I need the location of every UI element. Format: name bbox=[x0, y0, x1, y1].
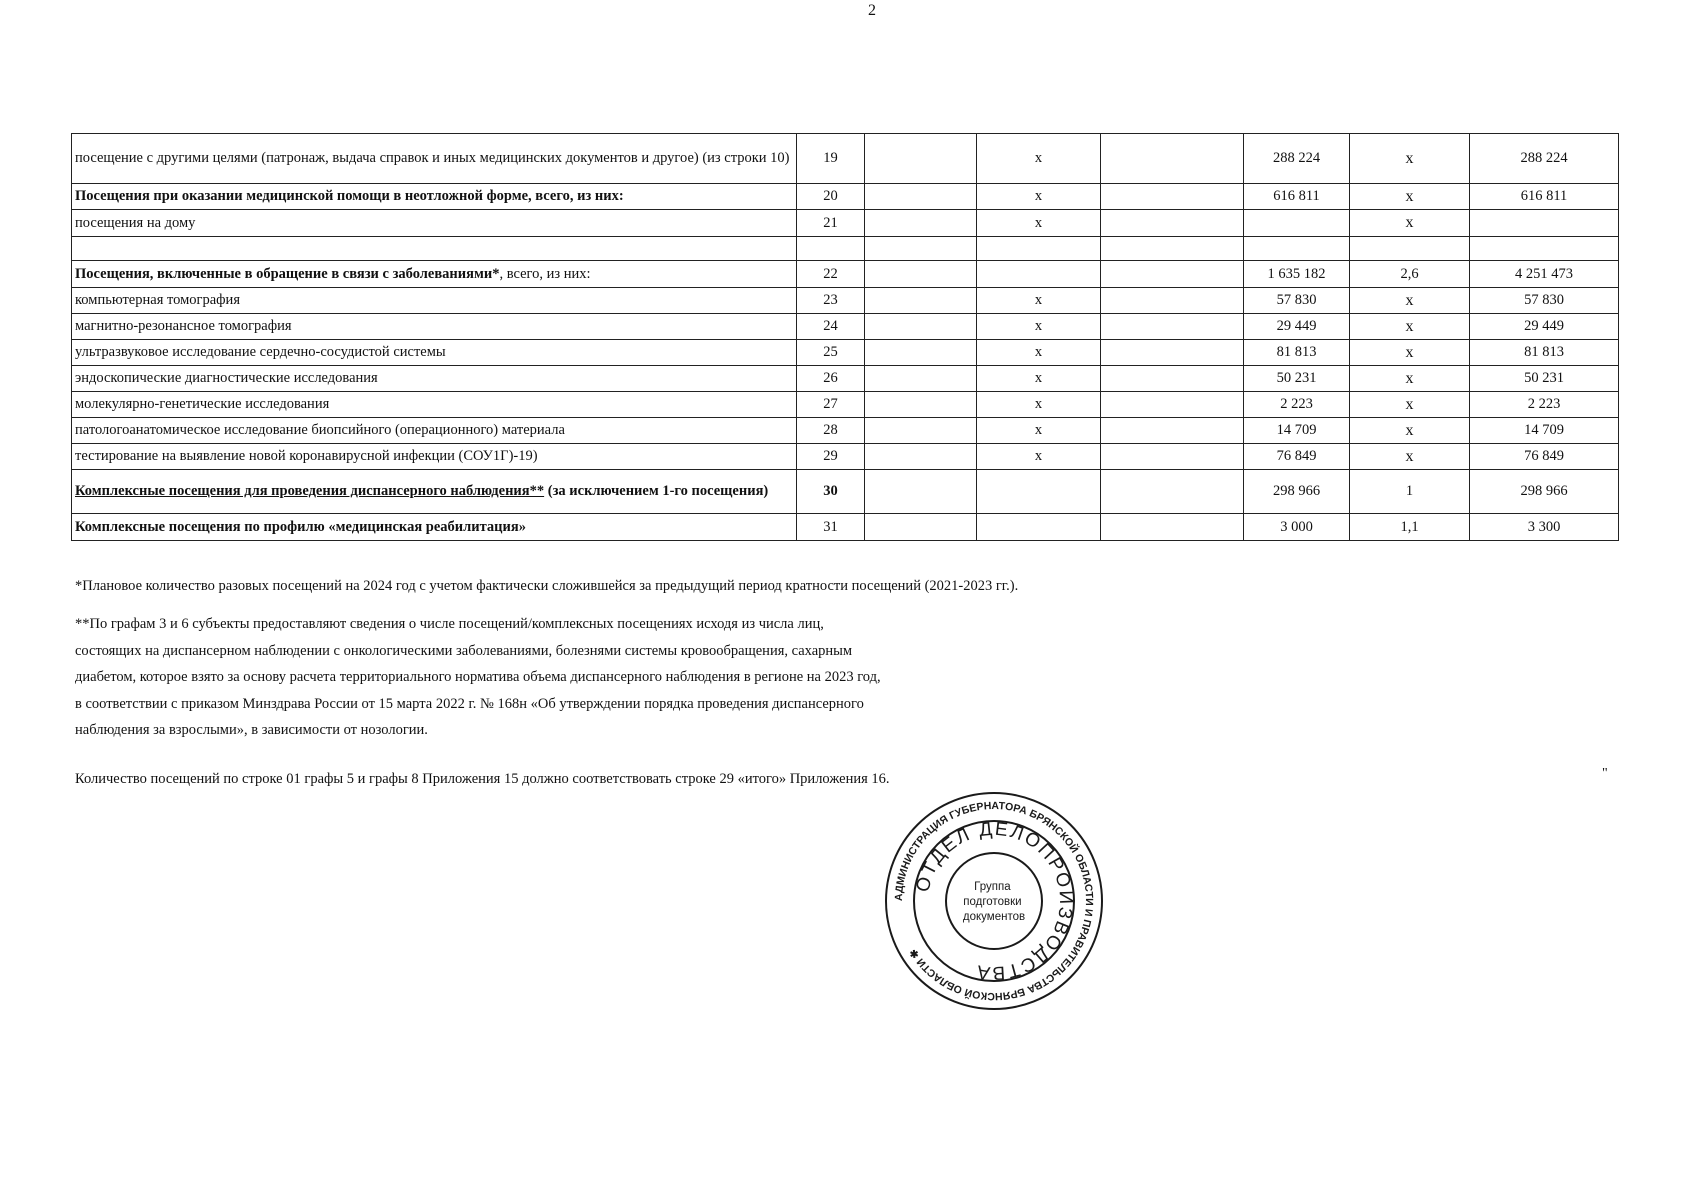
cell-col4: x bbox=[977, 340, 1101, 366]
cell-col8 bbox=[1470, 210, 1619, 237]
row-number: 29 bbox=[797, 444, 865, 470]
table-row bbox=[72, 237, 1619, 261]
footnote-2-line: **По графам 3 и 6 субъекты предоставляют сведения о числе посещений/комплексных посещениях исходя из числа лиц, bbox=[75, 616, 824, 632]
cell-col8: 2 223 bbox=[1470, 392, 1619, 418]
cell-col5 bbox=[1101, 237, 1244, 261]
cell-col6: 29 449 bbox=[1244, 314, 1350, 340]
cell-col5 bbox=[1101, 314, 1244, 340]
cell-col3 bbox=[865, 184, 977, 210]
row-number bbox=[797, 237, 865, 261]
cell-col3 bbox=[865, 261, 977, 288]
row-number: 19 bbox=[797, 134, 865, 184]
cell-col4 bbox=[977, 470, 1101, 514]
table-row bbox=[72, 340, 1619, 366]
cell-col8: 298 966 bbox=[1470, 470, 1619, 514]
cell-col3 bbox=[865, 134, 977, 184]
cell-col3 bbox=[865, 210, 977, 237]
cell-col5 bbox=[1101, 514, 1244, 541]
cell-col7: 1 bbox=[1350, 470, 1470, 514]
cell-col3 bbox=[865, 340, 977, 366]
cell-col4: x bbox=[977, 366, 1101, 392]
footnote-1: *Плановое количество разовых посещений на 2024 год с учетом фактически сложившейся за предыдущий период кратности посещений (2021-2023 гг.). bbox=[75, 578, 1019, 594]
footnote-2-line: диабетом, которое взято за основу расчета территориального норматива объема диспансерного наблюдения в регионе на 2023 год, bbox=[75, 669, 881, 685]
cell-col7: 1,1 bbox=[1350, 514, 1470, 541]
row-number: 26 bbox=[797, 366, 865, 392]
row-name: магнитно-резонансное томография bbox=[72, 314, 797, 340]
cell-col6: 3 000 bbox=[1244, 514, 1350, 541]
quote-mark: " bbox=[1602, 766, 1608, 781]
footnote-2-line: в соответствии с приказом Минздрава России от 15 марта 2022 г. № 168н «Об утверждении порядка проведения диспансерного bbox=[75, 695, 864, 712]
cell-col5 bbox=[1101, 340, 1244, 366]
cell-col6: 1 635 182 bbox=[1244, 261, 1350, 288]
cell-col4 bbox=[977, 237, 1101, 261]
cell-col7: x bbox=[1350, 366, 1470, 392]
cell-col6: 298 966 bbox=[1244, 470, 1350, 514]
table-row bbox=[72, 288, 1619, 314]
cell-col6: 50 231 bbox=[1244, 366, 1350, 392]
cell-col4 bbox=[977, 514, 1101, 541]
table-row bbox=[72, 444, 1619, 470]
cell-col7: 2,6 bbox=[1350, 261, 1470, 288]
cell-col8: 3 300 bbox=[1470, 514, 1619, 541]
row-number: 25 bbox=[797, 340, 865, 366]
table-row bbox=[72, 366, 1619, 392]
row-name: посещение с другими целями (патронаж, выдача справок и иных медицинских документов и другое) (из строки 10) bbox=[72, 134, 797, 184]
cell-col7 bbox=[1350, 237, 1470, 261]
cell-col8: 29 449 bbox=[1470, 314, 1619, 340]
cell-col7: x bbox=[1350, 444, 1470, 470]
table-row bbox=[72, 184, 1619, 210]
row-name: эндоскопические диагностические исследования bbox=[72, 366, 797, 392]
cell-col5 bbox=[1101, 470, 1244, 514]
cell-col7: x bbox=[1350, 392, 1470, 418]
cell-col8: 616 811 bbox=[1470, 184, 1619, 210]
cell-col7: x bbox=[1350, 288, 1470, 314]
row-name: тестирование на выявление новой коронавирусной инфекции (СОУ1Г)-19) bbox=[72, 444, 797, 470]
row-name bbox=[72, 237, 797, 261]
visits-table bbox=[71, 133, 1619, 541]
cell-col6: 57 830 bbox=[1244, 288, 1350, 314]
table-row bbox=[72, 314, 1619, 340]
table-row bbox=[72, 470, 1619, 514]
row-name: посещения на дому bbox=[72, 210, 797, 237]
cell-col5 bbox=[1101, 134, 1244, 184]
cell-col5 bbox=[1101, 418, 1244, 444]
cell-col8 bbox=[1470, 237, 1619, 261]
cell-col6: 14 709 bbox=[1244, 418, 1350, 444]
cell-col3 bbox=[865, 366, 977, 392]
table-row bbox=[72, 210, 1619, 237]
cell-col7: x bbox=[1350, 134, 1470, 184]
cell-col5 bbox=[1101, 392, 1244, 418]
cell-col4: x bbox=[977, 184, 1101, 210]
cell-col5 bbox=[1101, 210, 1244, 237]
footnote-3: Количество посещений по строке 01 графы 5 и графы 8 Приложения 15 должно соответствовать строке 29 «итого» Приложения 16. bbox=[75, 771, 890, 787]
cell-col6 bbox=[1244, 210, 1350, 237]
footnote-2-line: наблюдения за взрослыми», в зависимости от нозологии. bbox=[75, 722, 428, 738]
cell-col8: 57 830 bbox=[1470, 288, 1619, 314]
stamp-center-text: Группа подготовки документов bbox=[962, 881, 1026, 923]
cell-col6: 2 223 bbox=[1244, 392, 1350, 418]
row-number: 22 bbox=[797, 261, 865, 288]
cell-col6: 76 849 bbox=[1244, 444, 1350, 470]
row-number: 23 bbox=[797, 288, 865, 314]
cell-col3 bbox=[865, 288, 977, 314]
row-name: молекулярно-генетические исследования bbox=[72, 392, 797, 418]
row-name: Посещения при оказании медицинской помощи в неотложной форме, всего, из них: bbox=[72, 184, 797, 210]
stamp-outer-text: АДМИНИСТРАЦИЯ ГУБЕРНАТОРА БРЯНСКОЙ ОБЛАСТИ И ПРАВИТЕЛЬСТВА БРЯНСКОЙ ОБЛАСТИ ✱ bbox=[892, 799, 1096, 1003]
row-number: 24 bbox=[797, 314, 865, 340]
cell-col8: 76 849 bbox=[1470, 444, 1619, 470]
cell-col8: 288 224 bbox=[1470, 134, 1619, 184]
cell-col4: x bbox=[977, 418, 1101, 444]
table-row bbox=[72, 514, 1619, 541]
cell-col6: 81 813 bbox=[1244, 340, 1350, 366]
row-name-rest: , всего, из них: bbox=[499, 265, 591, 282]
row-name bbox=[72, 470, 797, 514]
official-stamp bbox=[883, 790, 1105, 1012]
row-number: 30 bbox=[797, 470, 865, 514]
cell-col3 bbox=[865, 314, 977, 340]
row-number: 20 bbox=[797, 184, 865, 210]
cell-col4 bbox=[977, 261, 1101, 288]
table-row bbox=[72, 261, 1619, 288]
table-row bbox=[72, 392, 1619, 418]
row-number: 27 bbox=[797, 392, 865, 418]
row-name: патологоанатомическое исследование биопсийного (операционного) материала bbox=[72, 418, 797, 444]
cell-col6: 288 224 bbox=[1244, 134, 1350, 184]
row-name: компьютерная томография bbox=[72, 288, 797, 314]
row-number: 31 bbox=[797, 514, 865, 541]
cell-col7: x bbox=[1350, 418, 1470, 444]
cell-col3 bbox=[865, 514, 977, 541]
cell-col4: x bbox=[977, 314, 1101, 340]
cell-col4: x bbox=[977, 288, 1101, 314]
row-name: Комплексные посещения по профилю «медицинская реабилитация» bbox=[72, 514, 797, 541]
cell-col5 bbox=[1101, 444, 1244, 470]
row-number: 28 bbox=[797, 418, 865, 444]
row-name bbox=[72, 261, 797, 288]
cell-col4: x bbox=[977, 444, 1101, 470]
footnote-2-line: состоящих на диспансерном наблюдении с онкологическими заболеваниями, болезнями системы кровообращения, сахарным bbox=[75, 642, 853, 659]
cell-col3 bbox=[865, 444, 977, 470]
cell-col8: 50 231 bbox=[1470, 366, 1619, 392]
cell-col8: 4 251 473 bbox=[1470, 261, 1619, 288]
stamp-ring-text: ОТДЕЛ ДЕЛОПРОИЗВОДСТВА bbox=[912, 818, 1077, 984]
cell-col8: 14 709 bbox=[1470, 418, 1619, 444]
cell-col7: x bbox=[1350, 340, 1470, 366]
cell-col4: x bbox=[977, 392, 1101, 418]
cell-col3 bbox=[865, 237, 977, 261]
row-name-rest: (за исключением 1-го посещения) bbox=[544, 483, 769, 500]
cell-col5 bbox=[1101, 366, 1244, 392]
cell-col7: x bbox=[1350, 210, 1470, 237]
cell-col7: x bbox=[1350, 314, 1470, 340]
row-number: 21 bbox=[797, 210, 865, 237]
cell-col4: x bbox=[977, 210, 1101, 237]
cell-col6: 616 811 bbox=[1244, 184, 1350, 210]
cell-col3 bbox=[865, 392, 977, 418]
cell-col5 bbox=[1101, 261, 1244, 288]
row-name-underlined: Комплексные посещения для проведения диспансерного наблюдения** bbox=[75, 483, 545, 500]
page-number: 2 bbox=[868, 2, 876, 19]
cell-col8: 81 813 bbox=[1470, 340, 1619, 366]
table-row bbox=[72, 418, 1619, 444]
cell-col3 bbox=[865, 470, 977, 514]
row-name: ультразвуковое исследование сердечно-сосудистой системы bbox=[72, 340, 797, 366]
cell-col6 bbox=[1244, 237, 1350, 261]
row-name-bold: Посещения, включенные в обращение в связи с заболеваниями* bbox=[75, 265, 500, 282]
cell-col5 bbox=[1101, 288, 1244, 314]
cell-col5 bbox=[1101, 184, 1244, 210]
cell-col7: x bbox=[1350, 184, 1470, 210]
table-row bbox=[72, 134, 1619, 184]
footnote-2 bbox=[75, 611, 881, 744]
cell-col4: x bbox=[977, 134, 1101, 184]
cell-col3 bbox=[865, 418, 977, 444]
